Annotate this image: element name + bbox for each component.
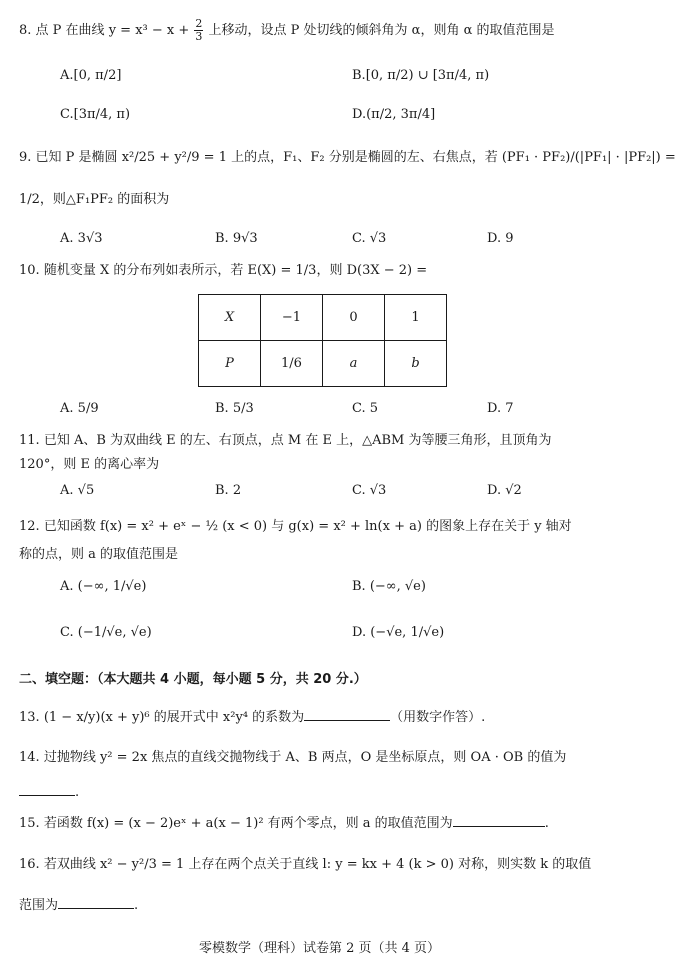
question-12-cont: 称的点，则 a 的取值范围是 [19,547,179,562]
table-cell: 1/6 [261,341,323,387]
q12-option-b: B. (−∞, √e) [352,579,426,594]
q8-option-b: B.[0, π/2) ∪ [3π/4, π) [352,68,490,83]
q9-option-d: D. 9 [487,231,514,246]
q12-option-a: A. (−∞, 1/√e) [60,579,147,594]
table-cell: P [199,341,261,387]
answer-blank[interactable] [304,706,390,721]
answer-blank[interactable] [58,894,134,909]
q8-option-a: A.[0, π/2] [60,68,122,83]
q11-option-c: C. √3 [352,483,387,498]
q8-option-d: D.(π/2, 3π/4] [352,107,436,122]
table-cell: a [323,341,385,387]
table-cell: 0 [323,295,385,341]
table-cell: b [385,341,447,387]
q9-option-c: C. √3 [352,231,387,246]
question-16-cont: 范围为 . [19,894,138,918]
table-cell: −1 [261,295,323,341]
q8-option-c: C.[3π/4, π) [60,107,131,122]
fraction-two-thirds: $\frac{2}{3}$ [195,17,203,43]
q10-option-b: B. 5/3 [215,401,254,416]
table-cell: 1 [385,295,447,341]
question-14: 14. 过抛物线 y² = 2x 焦点的直线交抛物线于 A、B 两点，O 是坐标原点，则 OA · OB 的值为 [19,750,567,765]
q10-option-d: D. 7 [487,401,514,416]
question-11-cont: 120°，则 E 的离心率为 [19,457,160,472]
q11-option-d: D. √2 [487,483,522,498]
q10-option-c: C. 5 [352,401,379,416]
question-16: 16. 若双曲线 x² − y²/3 = 1 上存在两个点关于直线 l: y = kx + 4 (k > 0) 对称，则实数 k 的取值 [19,857,592,872]
q12-option-d: D. (−√e, 1/√e) [352,625,445,640]
question-10: 10. 随机变量 X 的分布列如表所示，若 E(X) = 1/3，则 D(3X − 2) = [19,263,428,278]
answer-blank[interactable] [453,812,545,827]
ellipse-equation: x²/25 + y²/9 = 1 [121,150,227,165]
question-13: 13. (1 − x/y)(x + y)⁶ 的展开式中 x²y⁴ 的系数为 （用数字作答）. [19,705,625,731]
question-12: 12. 已知函数 f(x) = x² + eˣ − ½ (x < 0) 与 g(x) = x² + ln(x + a) 的图象上存在关于 y 轴对 [19,519,572,534]
table-row [199,341,447,387]
q10-option-a: A. 5/9 [60,401,99,416]
question-9: 9. 已知 P 是椭圆 x²/25 + y²/9 = 1 上的点，F₁、F₂ 分别是椭圆的左、右焦点，若 (PF₁ · PF₂)/(|PF₁| · |PF₂|) = [19,150,676,165]
q9-option-b: B. 9√3 [215,231,258,246]
q11-option-a: A. √5 [60,483,95,498]
q9-option-a: A. 3√3 [60,231,103,246]
table-cell: X [199,295,261,341]
table-row [199,295,447,341]
answer-blank[interactable] [19,781,75,796]
question-9-cont: 1/2，则△F₁PF₂ 的面积为 [19,192,170,207]
page-footer: 零模数学（理科）试卷第 2 页（共 4 页） [198,941,441,956]
question-14-cont: . [19,781,79,805]
section-title-fill-in: 二、填空题：（本大题共 4 小题，每小题 5 分，共 20 分.） [19,672,367,687]
question-8: 8. 点 P 在曲线 y = x³ − x + $\frac{2}{3}$ 上移动，设点 P 处切线的倾斜角为 α，则角 α 的取值范围是 [19,17,555,43]
distribution-table [198,294,447,387]
q11-option-b: B. 2 [215,483,242,498]
q12-option-c: C. (−1/√e, √e) [60,625,152,640]
question-15: 15. 若函数 f(x) = (x − 2)eˣ + a(x − 1)² 有两个零点，则 a 的取值范围为 . [19,811,625,837]
dot-product-expression: (PF₁ · PF₂)/(|PF₁| · |PF₂|) = [501,150,676,165]
question-11: 11. 已知 A、B 为双曲线 E 的左、右顶点，点 M 在 E 上，△ABM 为等腰三角形，且顶角为 [19,433,552,448]
